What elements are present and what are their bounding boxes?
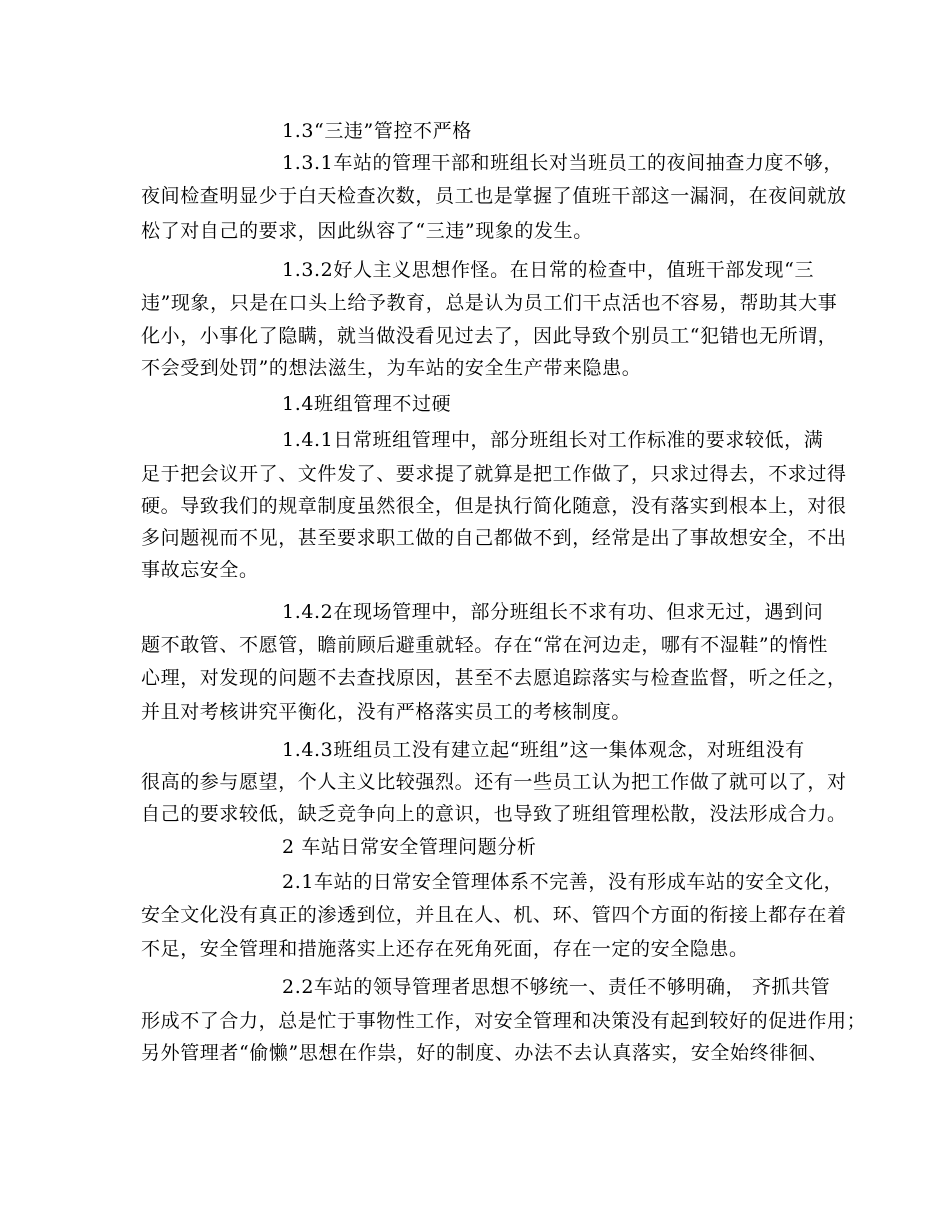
paragraph-line: 形成不了合力，总是忙于事物性工作，对安全管理和决策没有起到较好的促进作用； <box>141 1010 867 1032</box>
paragraph-line: 不会受到处罚”的想法滋生，为车站的安全生产带来隐患。 <box>141 357 642 379</box>
paragraph-line: 足于把会议开了、文件发了、要求提了就算是把工作做了，只求过得去，不求过得 <box>141 463 847 485</box>
paragraph-line: 很高的参与愿望，个人主义比较强烈。还有一些员工认为把工作做了就可以了，对 <box>141 771 847 793</box>
paragraph-line: 1.4.3班组员工没有建立起“班组”这一集体观念，对班组没有 <box>282 739 805 761</box>
paragraph-line: 1.4.1日常班组管理中，部分班组长对工作标准的要求较低，满 <box>282 429 824 451</box>
paragraph-line: 1.3.1车站的管理干部和班组长对当班员工的夜间抽查力度不够， <box>282 152 843 174</box>
paragraph-line: 自己的要求较低，缺乏竞争向上的意识，也导致了班组管理松散，没法形成合力。 <box>141 803 847 825</box>
paragraph-line: 另外管理者“偷懒”思想在作祟，好的制度、办法不去认真落实，安全始终徘徊、 <box>141 1042 829 1064</box>
paragraph-line: 题不敢管、不愿管，瞻前顾后避重就轻。存在“常在河边走，哪有不湿鞋”的惰性 <box>141 634 829 656</box>
paragraph-line: 夜间检查明显少于白天检查次数，员工也是掌握了值班干部这一漏洞，在夜间就放 <box>141 185 847 207</box>
paragraph-line: 心理，对发现的问题不去查找原因，甚至不去愿追踪落实与检查监督，听之任之， <box>141 667 847 689</box>
section-heading-2: 2 车站日常安全管理问题分析 <box>282 836 537 858</box>
paragraph-line: 多问题视而不见，甚至要求职工做的自己都做不到，经常是出了事故想安全，不出 <box>141 527 847 549</box>
paragraph-line: 2.1车站的日常安全管理体系不完善，没有形成车站的安全文化， <box>282 871 844 893</box>
section-heading-1-3: 1.3“三违”管控不严格 <box>282 120 472 142</box>
paragraph-line: 2.2车站的领导管理者思想不够统一、责任不够明确， 齐抓共管 <box>282 976 831 998</box>
paragraph-line: 硬。导致我们的规章制度虽然很全，但是执行简化随意，没有落实到根本上，对很 <box>141 495 847 517</box>
paragraph-line: 1.4.2在现场管理中，部分班组长不求有功、但求无过，遇到问 <box>282 601 824 623</box>
paragraph-line: 化小，小事化了隐瞒，就当做没看见过去了，因此导致个别员工“犯错也无所谓， <box>141 325 838 347</box>
paragraph-line: 1.3.2好人主义思想作怪。在日常的检查中，值班干部发现“三 <box>282 259 815 281</box>
paragraph-line: 不足，安全管理和措施落实上还存在死角死面，存在一定的安全隐患。 <box>141 938 749 960</box>
section-heading-1-4: 1.4班组管理不过硬 <box>282 393 452 415</box>
paragraph-line: 并且对考核讲究平衡化，没有严格落实员工的考核制度。 <box>141 701 632 723</box>
paragraph-line: 松了对自己的要求，因此纵容了“三违”现象的发生。 <box>141 220 593 242</box>
paragraph-line: 事故忘安全。 <box>141 559 259 581</box>
paragraph-line: 安全文化没有真正的渗透到位，并且在人、机、环、管四个方面的衔接上都存在着 <box>141 904 847 926</box>
paragraph-line: 违”现象，只是在口头上给予教育，总是认为员工们干点活也不容易，帮助其大事 <box>141 292 838 314</box>
